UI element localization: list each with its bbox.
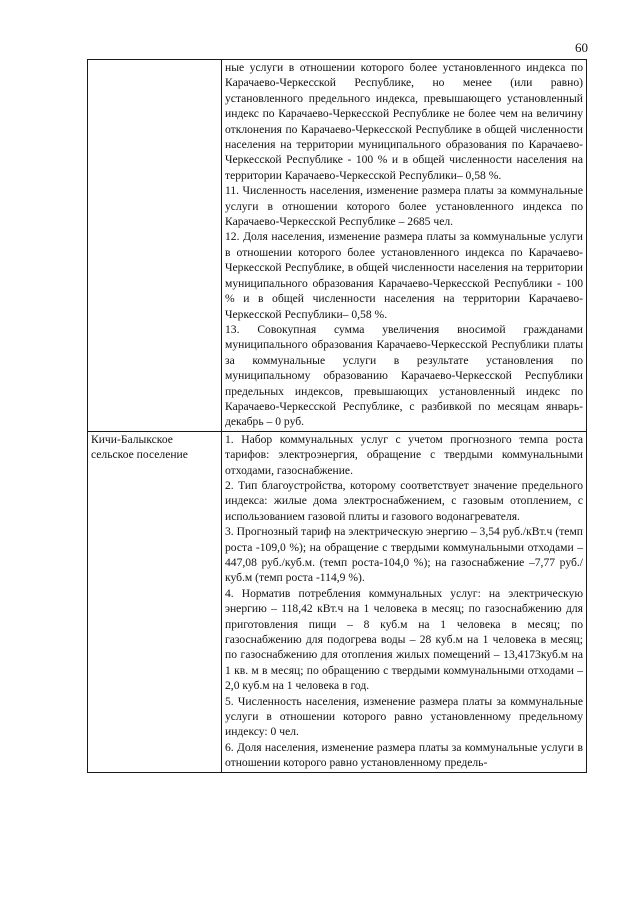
indicator-paragraph: 3. Прогнозный тариф на электрическую энергию – 3,54 руб./кВт.ч (темп роста -109,0 %); на обращение с твердыми коммунальными отходами – 447,08 руб./куб.м. (темп роста-104,0 %); на газоснабжение –7,77 руб./куб.м (темп роста -114,9 %). bbox=[225, 525, 583, 585]
table-row bbox=[88, 431, 587, 772]
indices-table bbox=[87, 59, 587, 773]
indicator-paragraph: ные услуги в отношении которого более установленного индекса по Карачаево-Черкесской Республике, но менее (или равно) установленного предельного индекса, превышающего установленный индекс по Карачаево-Черкесской Республике не более чем на величину отклонения по Карачаево-Черкесской Республике в общей численности населения на территории муниципального образования по Карачаево-Черкесской Республике - 100 % и в общей численности населения на территории Карачаево-Черкесской Республики– 0,58 %. bbox=[225, 61, 583, 182]
indicator-paragraph: 2. Тип благоустройства, которому соответствует значение предельного индекса: жилые дома электроснабжением, с газовым отоплением, с использованием газовой плиты и газового водонагревателя. bbox=[225, 478, 583, 523]
indicator-paragraph: 5. Численность населения, изменение размера платы за коммунальные услуги в отношении которого равно установленному предельному индексу: 0 чел. bbox=[225, 694, 583, 739]
indicator-paragraph: 1. Набор коммунальных услуг с учетом прогнозного темпа роста тарифов: электроэнергия, обращение с твердыми коммунальными отходами, газоснабжение. bbox=[225, 432, 583, 477]
indicator-paragraph: 11. Численность населения, изменение размера платы за коммунальные услуги в отношении которого более установленного индекса по Карачаево-Черкесской Республике – 2685 чел. bbox=[225, 184, 583, 229]
municipality-name: Кичи-Балыкское сельское поселение bbox=[91, 432, 188, 462]
indicator-paragraph: 13. Совокупная сумма увеличения вносимой гражданами муниципального образования Карачаево-Черкесской Республики платы за коммунальные услуги в результате установления по муниципальному образованию Карачаево-Черкесской Республики предельных индексов, превышающих установленный индекс по Карачаево-Черкесской Республике, с разбивкой по месяцам январь-декабрь – 0 руб. bbox=[225, 322, 583, 429]
indicator-paragraph: 6. Доля населения, изменение размера платы за коммунальные услуги в отношении которого равно установленному предель- bbox=[225, 740, 583, 770]
indicator-paragraph: 4. Норматив потребления коммунальных услуг: на электрическую энергию – 118,42 кВт.ч на 1 человека в месяц; по газоснабжению для приготовления пищи – 8 куб.м на 1 человека в месяц; по газоснабжению для подогрева воды – 28 куб.м на 1 человека в месяц; по газоснабжению для отопления жилых помещений – 13,4173куб.м на 1 кв. м в месяц; по обращению с твердыми коммунальными отходами – 2,0 куб.м на 1 человека в год. bbox=[225, 586, 583, 693]
indicator-paragraph: 12. Доля населения, изменение размера платы за коммунальные услуги в отношении которого более установленного индекса по Карачаево-Черкесской Республике, в общей численности населения на территории муниципального образования Карачаево-Черкесской Республики - 100 % и в общей численности населения на территории Карачаево-Черкесской Республики– 0,58 %. bbox=[225, 230, 583, 321]
page-number: 60 bbox=[575, 40, 588, 55]
municipality-cell bbox=[88, 431, 222, 772]
indicators-cell bbox=[222, 60, 587, 432]
indicators-cell bbox=[222, 431, 587, 772]
table-row bbox=[88, 60, 587, 432]
municipality-cell bbox=[88, 60, 222, 432]
